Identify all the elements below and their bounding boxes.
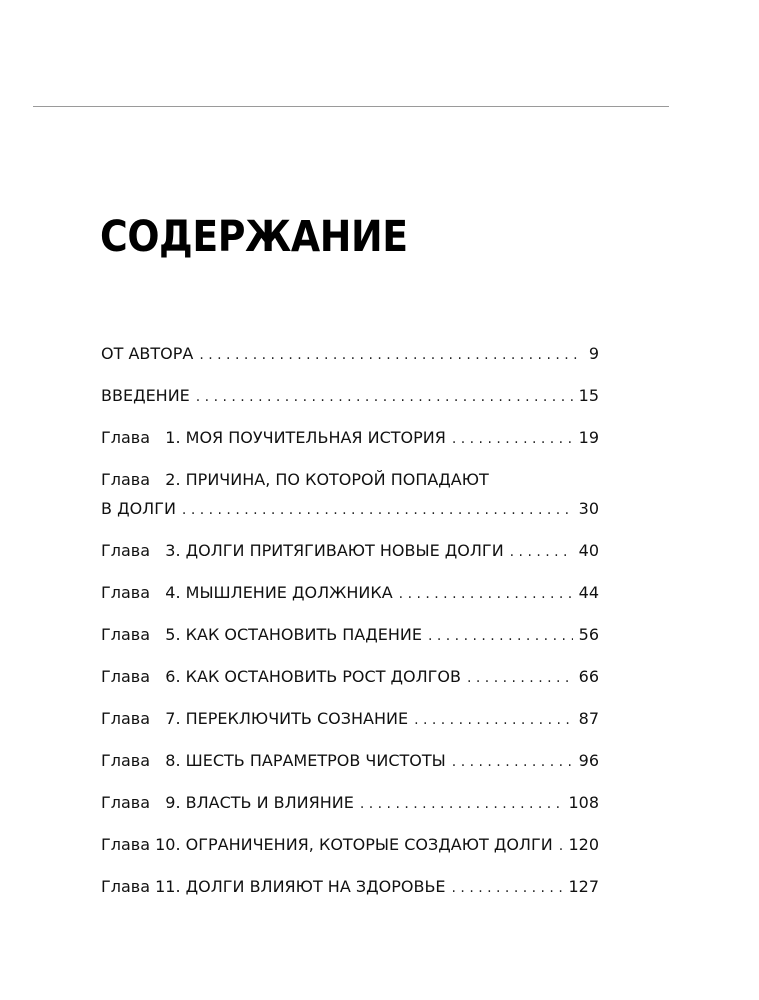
leader-dots [182,500,573,520]
leader-dots [559,836,563,856]
leader-dots [199,345,582,365]
toc-entry-page: 108 [568,793,599,812]
toc-entry-page: 40 [578,541,599,560]
leader-dots [452,752,573,772]
toc-entry-page: 30 [578,499,599,518]
leader-dots [196,387,573,407]
toc-entry-page: 44 [578,583,599,602]
leader-dots [452,878,563,898]
toc-entry-label: Глава 10. ОГРАНИЧЕНИЯ, КОТОРЫЕ СОЗДАЮТ ДОЛГИ [101,835,553,854]
toc-entry-page: 66 [578,667,599,686]
leader-dots [360,794,563,814]
toc-entry[interactable] [101,386,599,407]
toc-entry[interactable] [101,667,599,688]
toc-entry-label: Глава 1. МОЯ ПОУЧИТЕЛЬНАЯ ИСТОРИЯ [101,428,446,447]
toc-entry-page: 87 [578,709,599,728]
leader-dots [452,429,573,449]
leader-dots [510,542,573,562]
toc-entry-label-line1: Глава 2. ПРИЧИНА, ПО КОТОРОЙ ПОПАДАЮТ [101,470,489,489]
toc-entry-page: 56 [578,625,599,644]
toc-entry-label: Глава 7. ПЕРЕКЛЮЧИТЬ СОЗНАНИЕ [101,709,409,728]
toc-entry-label: Глава 3. ДОЛГИ ПРИТЯГИВАЮТ НОВЫЕ ДОЛГИ [101,541,504,560]
toc-entry-page: 96 [578,751,599,770]
toc-entry[interactable] [101,877,599,898]
toc-entry[interactable] [101,835,599,856]
toc-entry-label: Глава 8. ШЕСТЬ ПАРАМЕТРОВ ЧИСТОТЫ [101,751,446,770]
leader-dots [414,710,573,730]
toc-entry-label: ВВЕДЕНИЕ [101,386,190,405]
top-rule [33,106,669,107]
leader-dots [428,626,573,646]
toc-entry-label: В ДОЛГИ [101,499,176,518]
toc-entry[interactable] [101,751,599,772]
toc-entry-label: Глава 11. ДОЛГИ ВЛИЯЮТ НА ЗДОРОВЬЕ [101,877,446,896]
page-title: СОДЕРЖАНИЕ [100,212,408,262]
toc-entry[interactable] [101,709,599,730]
toc-entry-label: Глава 5. КАК ОСТАНОВИТЬ ПАДЕНИЕ [101,625,422,644]
toc-entry-page: 19 [578,428,599,447]
toc-entry-page: 120 [568,835,599,854]
toc-entry-page: 9 [588,344,599,363]
toc-entry[interactable] [101,583,599,604]
toc-entry-page: 15 [578,386,599,405]
toc-entry-label: Глава 9. ВЛАСТЬ И ВЛИЯНИЕ [101,793,354,812]
toc-entry[interactable] [101,793,599,814]
table-of-contents [101,344,599,919]
toc-entry[interactable] [101,541,599,562]
toc-entry[interactable] [101,428,599,449]
toc-entry-label: ОТ АВТОРА [101,344,194,363]
toc-entry-label: Глава 6. КАК ОСТАНОВИТЬ РОСТ ДОЛГОВ [101,667,461,686]
toc-entry[interactable] [101,625,599,646]
toc-entry[interactable] [101,344,599,365]
toc-entry-page: 127 [568,877,599,896]
toc-entry-label: Глава 4. МЫШЛЕНИЕ ДОЛЖНИКА [101,583,393,602]
leader-dots [467,668,573,688]
leader-dots [399,584,573,604]
toc-entry[interactable] [101,470,599,520]
